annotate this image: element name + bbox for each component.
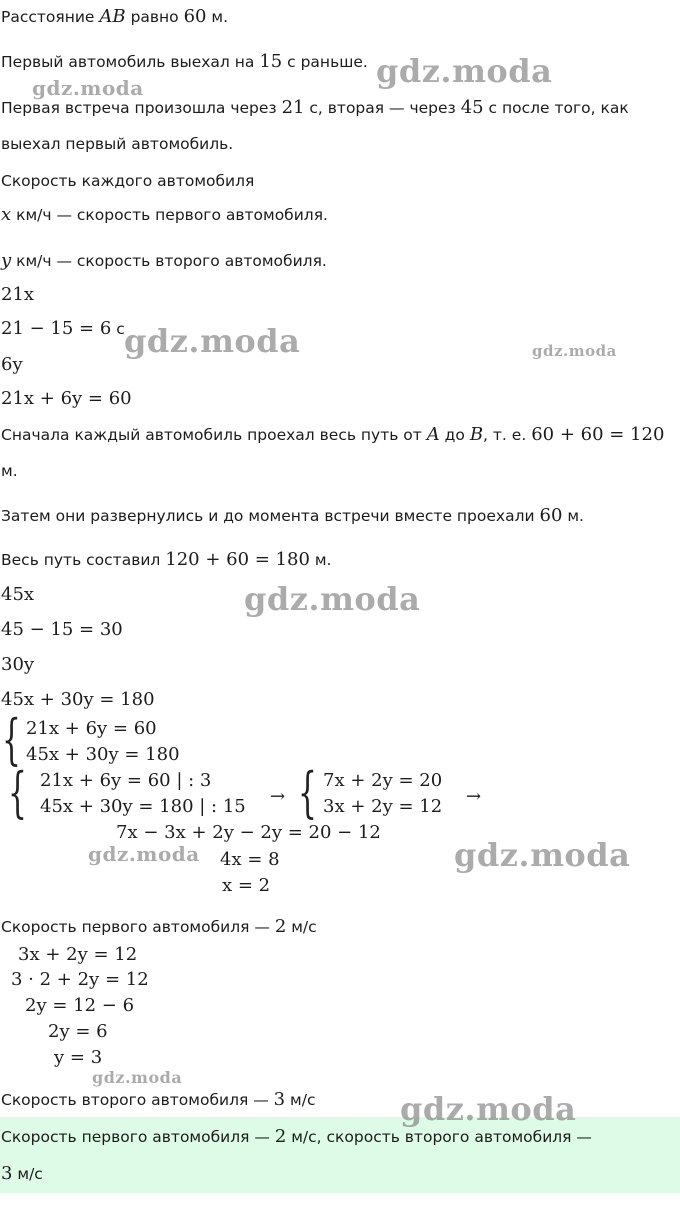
system-brace: { xyxy=(2,708,21,771)
answer-line-1: Скорость первого автомобиля — 2 м/с, скорость второго автомобиля — xyxy=(1,1126,592,1147)
distance-line: Расстояние AB равно 60 м. xyxy=(1,6,229,27)
speed-heading: Скорость каждого автомобиля xyxy=(1,172,255,190)
system-2-row-4: 3x + 2y = 12 xyxy=(323,796,443,817)
watermark-logo: gdz.moda xyxy=(244,580,421,618)
substitution-step-4: 2y = 6 xyxy=(48,1021,108,1042)
expr-21-minus-15: 21 − 15 = 6 с xyxy=(1,318,125,339)
system-2-row-2: 45x + 30y = 180 | : 15 xyxy=(40,796,246,817)
expr-6y: 6y xyxy=(1,354,23,375)
head-start-line: Первый автомобиль выехал на 15 с раньше. xyxy=(1,51,368,72)
watermark-logo: gdz.moda xyxy=(92,1068,183,1087)
system-brace: { xyxy=(298,761,317,824)
arrow-icon: → xyxy=(466,786,482,807)
watermark-logo: gdz.moda xyxy=(32,76,144,100)
answer-line-2: 3 м/с xyxy=(1,1163,43,1184)
speed-second-line: Скорость второго автомобиля — 3 м/с xyxy=(1,1089,316,1110)
system-brace: { xyxy=(8,761,27,824)
expr-21x: 21x xyxy=(1,284,35,305)
expr-45x: 45x xyxy=(1,584,35,605)
equation-1: 21x + 6y = 60 xyxy=(1,388,132,409)
solution-y: y = 3 xyxy=(54,1047,103,1068)
expr-45-minus-15: 45 − 15 = 30 xyxy=(1,619,123,640)
substitution-step-3: 2y = 12 − 6 xyxy=(25,995,135,1016)
watermark-logo: gdz.moda xyxy=(532,342,617,360)
speed-first-line: Скорость первого автомобиля — 2 м/с xyxy=(1,916,317,937)
substitution-step-1: 3x + 2y = 12 xyxy=(18,944,138,965)
equation-4x: 4x = 8 xyxy=(220,849,280,870)
expr-30y: 30y xyxy=(1,654,35,675)
solution-x: x = 2 xyxy=(222,875,271,896)
watermark-logo: gdz.moda xyxy=(454,836,631,874)
speed-x-def: x км/ч — скорость первого автомобиля. xyxy=(1,204,328,225)
turnaround-line: Затем они развернулись и до момента встречи вместе проехали 60 м. xyxy=(1,505,584,526)
watermark-logo: gdz.moda xyxy=(400,1090,577,1128)
system-2-row-3: 7x + 2y = 20 xyxy=(323,770,443,791)
system-1-row-2: 45x + 30y = 180 xyxy=(26,744,180,765)
speed-y-def: y км/ч — скорость второго автомобиля. xyxy=(1,250,327,271)
system-1-row-1: 21x + 6y = 60 xyxy=(26,718,157,739)
full-path-line-cont: м. xyxy=(1,462,18,480)
total-path-line: Весь путь составил 120 + 60 = 180 м. xyxy=(1,549,332,570)
elimination-step: 7x − 3x + 2y − 2y = 20 − 12 xyxy=(116,822,381,843)
watermark-logo: gdz.moda xyxy=(88,842,200,866)
meetings-line-cont: выехал первый автомобиль. xyxy=(1,135,234,153)
full-path-line: Сначала каждый автомобиль проехал весь путь от A до B, т. е. 60 + 60 = 120 xyxy=(1,424,665,445)
system-2-row-1: 21x + 6y = 60 | : 3 xyxy=(40,770,212,791)
equation-2: 45x + 30y = 180 xyxy=(1,689,155,710)
watermark-logo: gdz.moda xyxy=(124,322,301,360)
arrow-icon: → xyxy=(270,786,286,807)
watermark-logo: gdz.moda xyxy=(376,52,553,90)
substitution-step-2: 3 · 2 + 2y = 12 xyxy=(11,969,149,990)
meetings-line: Первая встреча произошла через 21 с, вторая — через 45 с после того, как xyxy=(1,97,629,118)
answer-box xyxy=(0,1117,680,1193)
